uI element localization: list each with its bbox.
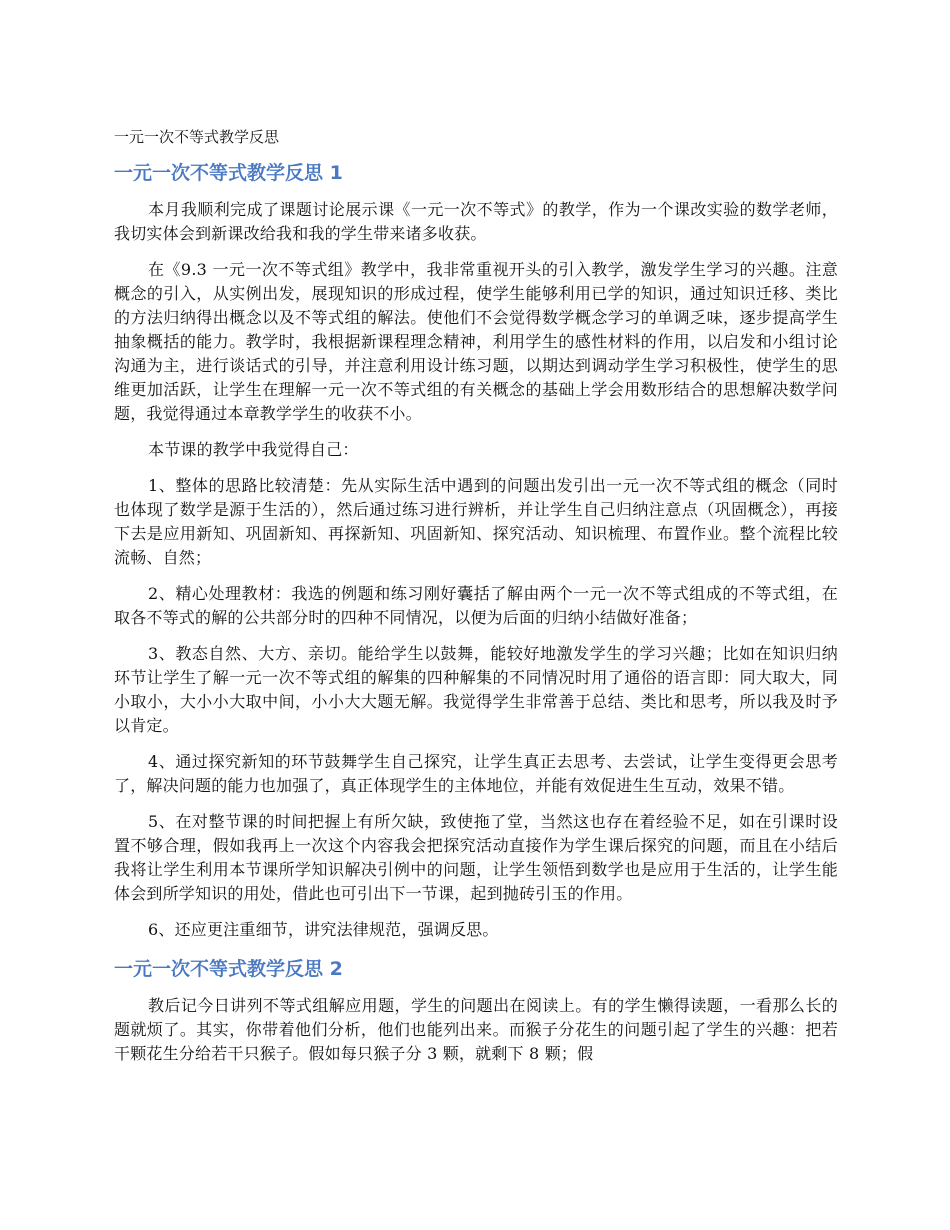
section-heading: 一元一次不等式教学反思 1 (114, 162, 343, 184)
paragraph: 5、在对整节课的时间把握上有所欠缺，致使拖了堂，当然这也存在着经验不足，如在引课时设置不够合理，假如我再上一次这个内容我会把探究活动直接作为学生课后探究的问题，而且在小结后我将让学生利用本节课所学知识解决引例中的问题，让学生领悟到数学也是应用于生活的，让学生能体会到所学知识的用处，借此也可引出下一节课，起到抛砖引玉的作用。 (114, 812, 838, 903)
section-1 (114, 158, 838, 942)
paragraph: 教后记今日讲列不等式组解应用题，学生的问题出在阅读上。有的学生懒得读题，一看那么长的题就烦了。其实，你带着他们分析，他们也能列出来。而猴子分花生的问题引起了学生的兴趣：把若干颗花生分给若干只猴子。假如每只猴子分 3 颗，就剩下 8 颗；假 (114, 996, 838, 1063)
paragraph: 本节课的教学中我觉得自己： (148, 440, 359, 459)
document-page (114, 126, 838, 1066)
paragraph: 1、整体的思路比较清楚：先从实际生活中遇到的问题出发引出一元一次不等式组的概念（同时也体现了数学是源于生活的），然后通过练习进行辨析，并让学生自己归纳注意点（巩固概念），再接下去是应用新知、巩固新知、再探新知、巩固新知、探究活动、知识梳理、布置作业。整个流程比较流畅、自然； (114, 476, 838, 567)
paragraph: 6、还应更注重细节，讲究法律规范，强调反思。 (148, 920, 499, 939)
paragraph: 本月我顺利完成了课题讨论展示课《一元一次不等式》的教学，作为一个课改实验的数学老师，我切实体会到新课改给我和我的学生带来诸多收获。 (114, 200, 838, 243)
document-title: 一元一次不等式教学反思 (114, 128, 280, 146)
section-heading: 一元一次不等式教学反思 2 (114, 958, 343, 980)
paragraph: 在《9.3 一元一次不等式组》教学中，我非常重视开头的引入教学，激发学生学习的兴趣。注意概念的引入，从实例出发，展现知识的形成过程，使学生能够利用已学的知识，通过知识迁移、类比的方法归纳得出概念以及不等式组的解法。使他们不会觉得数学概念学习的单调乏味，逐步提高学生抽象概括的能力。教学时，我根据新课程理念精神，利用学生的感性材料的作用，以启发和小组讨论沟通为主，进行谈话式的引导，并注意利用设计练习题，以期达到调动学生学习积极性，使学生的思维更加活跃，让学生在理解一元一次不等式组的有关概念的基础上学会用数形结合的思想解决数学问题，我觉得通过本章教学学生的收获不小。 (114, 260, 838, 423)
section-2 (114, 954, 838, 1066)
paragraph: 4、通过探究新知的环节鼓舞学生自己探究，让学生真正去思考、去尝试，让学生变得更会思考了，解决问题的能力也加强了，真正体现学生的主体地位，并能有效促进生生互动，效果不错。 (114, 752, 838, 795)
paragraph: 3、教态自然、大方、亲切。能给学生以鼓舞，能较好地激发学生的学习兴趣；比如在知识归纳环节让学生了解一元一次不等式组的解集的四种解集的不同情况时用了通俗的语言即：同大取大，同小取小，大小小大取中间，小小大大题无解。我觉得学生非常善于总结、类比和思考，所以我及时予以肯定。 (114, 644, 838, 735)
paragraph: 2、精心处理教材：我选的例题和练习刚好囊括了解由两个一元一次不等式组成的不等式组，在取各不等式的解的公共部分时的四种不同情况，以便为后面的归纳小结做好准备； (114, 584, 838, 627)
